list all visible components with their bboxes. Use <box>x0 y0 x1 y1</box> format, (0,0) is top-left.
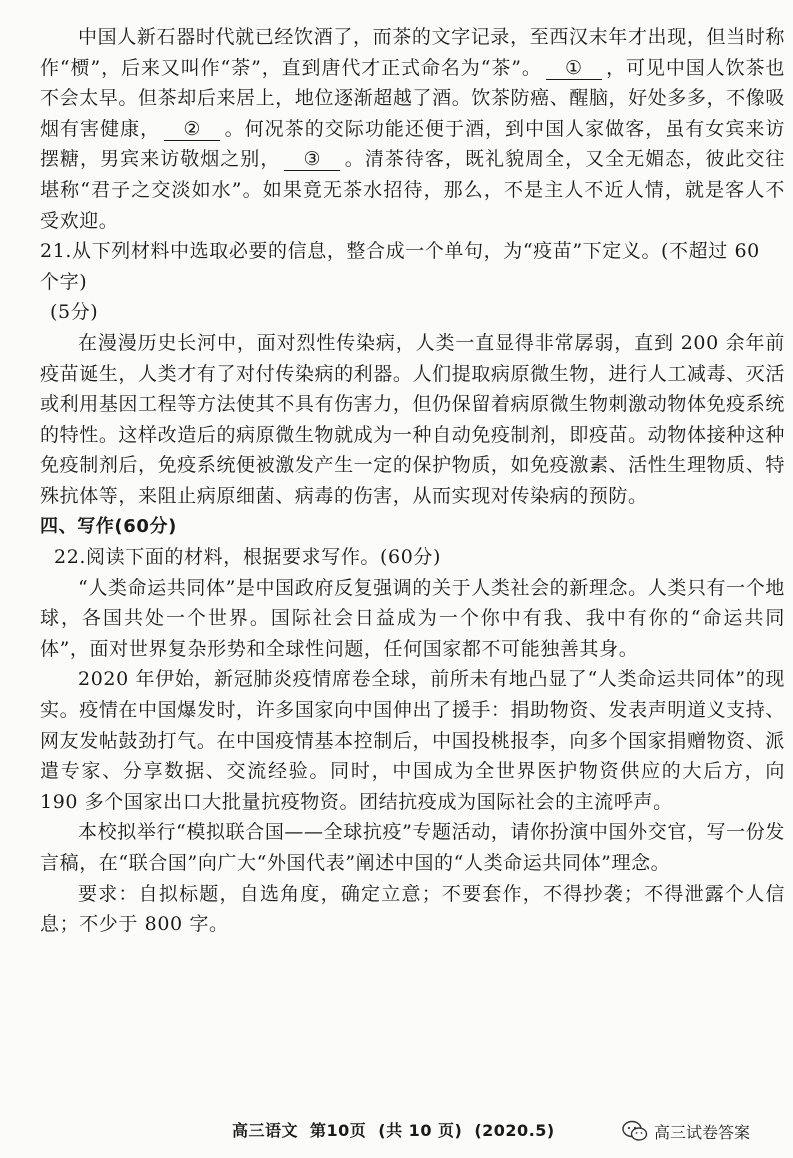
question-21-material: 在漫漫历史长河中，面对烈性传染病，人类一直显得非常孱弱，直到 200 余年前疫苗诞生，人类才有了对付传染病的利器。人们提取病原微生物，进行人工减毒、灭活或利用基因工程等方法使其不具有伤害力，但仍保留着病原微生物刺激动物体免疫系统的特性。这样改造后的病原微生物就成为一种自动免疫制剂，即疫苗。动物体接种这种免疫制剂后，免疫系统便被激发产生一定的保护物质，如免疫激素、活性生理物质、特殊抗体等，来阻止病原细菌、病毒的伤害，从而实现对传染病的预防。 <box>40 331 785 507</box>
tea-passage-seg3: 。何况茶的交际功能还便于酒，到中国人家做客，虽有女宾来访摆糖，男宾来访敬烟之别， <box>40 117 785 171</box>
tea-passage-seg2: ，可见中国人饮茶也不会太早。但茶却后来居上，地位逐渐超越了酒。饮茶防癌、醒脑，好处多多，不像吸烟有害健康， <box>40 56 785 140</box>
blank-3: ③ <box>284 148 340 171</box>
question-21-stem: 21.从下列材料中选取必要的信息，整合成一个单句，为“疫苗”下定义。(不超过 60 个字) <box>40 240 760 293</box>
page-content <box>40 22 785 940</box>
section-writing-heading: 四、写作(60分) <box>40 515 177 537</box>
page-footer <box>0 1118 793 1146</box>
question-22-stem: 22.阅读下面的材料，根据要求写作。(60分) <box>54 546 442 569</box>
question-22-paragraph-1: “人类命运共同体”是中国政府反复强调的关于人类社会的新理念。人类只有一个地球，各国共处一个世界。国际社会日益成为一个你中有我、我中有你的“命运共同体”，面对世界复杂形势和全球性问题，任何国家都不可能独善其身。 <box>40 576 785 660</box>
wechat-icon <box>622 1120 648 1142</box>
tea-passage-seg1: 中国人新石器时代就已经饮酒了，而茶的文字记录，至西汉末年才出现，但当时称作“槚”，后来又叫作“荼”，直到唐代才正式命名为“茶”。 <box>40 26 785 79</box>
question-21-score: (5分) <box>50 301 99 324</box>
tea-passage <box>40 22 785 236</box>
footer-info <box>232 1118 567 1141</box>
footer-total: (共 10 页) <box>378 1121 463 1140</box>
footer-page: 第10页 <box>310 1121 367 1140</box>
brand-name: 高三试卷答案 <box>654 1122 751 1142</box>
question-22-paragraph-2: 2020 年伊始，新冠肺炎疫情席卷全球，前所未有地凸显了“人类命运共同体”的现实。疫情在中国爆发时，许多国家向中国伸出了援手：捐助物资、发表声明道义支持、网友发帖鼓劲打气。在中国疫情基本控制后，中国投桃报李，向多个国家捐赠物资、派遣专家、分享数据、交流经验。同时，中国成为全世界医护物资供应的大后方，向 190 多个国家出口大批量抗疫物资。团结抗疫成为国际社会的主流呼声。 <box>40 668 785 813</box>
tea-passage-seg4: 。清茶待客，既礼貌周全，又全无媚态，彼此交往堪称“君子之交淡如水”。如果竟无茶水招待，那么，不是主人不近人情，就是客人不受欢迎。 <box>40 148 786 232</box>
brand-mark <box>622 1118 750 1144</box>
question-22-paragraph-3: 本校拟举行“模拟联合国——全球抗疫”专题活动，请你扮演中国外交官，写一份发言稿，在“联合国”向广大“外国代表”阐述中国的“人类命运共同体”理念。 <box>40 821 785 875</box>
footer-subject: 高三语文 <box>232 1121 299 1140</box>
question-22-requirements: 要求：自拟标题，自选角度，确定立意；不要套作，不得抄袭；不得泄露个人信息；不少于 800 字。 <box>40 882 785 936</box>
blank-2: ② <box>164 118 220 141</box>
footer-date: (2020.5) <box>474 1121 555 1140</box>
blank-1: ① <box>546 57 602 80</box>
